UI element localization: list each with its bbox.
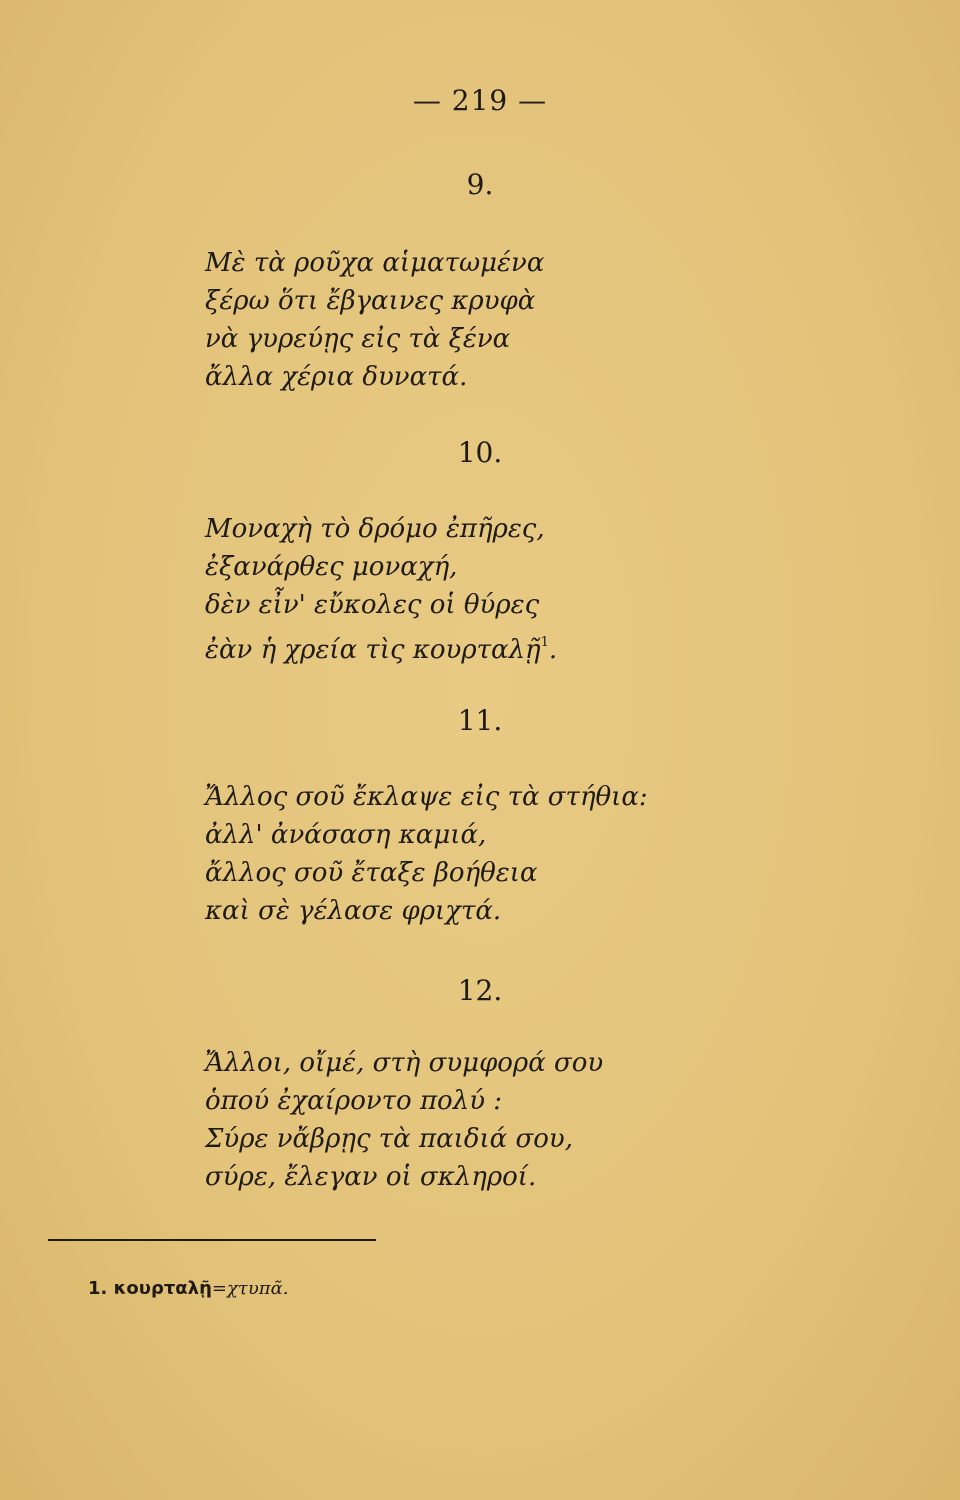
stanza-number-10: 10. [457, 436, 503, 469]
stanza-number-9: 9. [466, 168, 494, 201]
verse-line: σύρε, ἔλεγαν οἱ σκληροί. [205, 1162, 537, 1192]
footnote-rule [48, 1239, 376, 1241]
verse-line: νὰ γυρεύῃς εἰς τὰ ξένα [205, 324, 511, 354]
verse-line: Μὲ τὰ ροῦχα αἱματωμένα [205, 248, 545, 278]
verse-line: ξέρω ὅτι ἔβγαινες κρυφὰ [205, 286, 536, 316]
stanza-10 [205, 510, 558, 665]
page-number: — 219 — [412, 84, 548, 117]
verse-line: ἐξανάρθες μοναχή, [205, 552, 458, 582]
verse-line-with-footnote [205, 624, 558, 665]
verse-line: Ἄλλοι, οἴμέ, στὴ συμφορά σου [205, 1048, 604, 1078]
stanza-11 [205, 778, 648, 930]
stanza-12 [205, 1044, 603, 1196]
stanza-number-11: 11. [457, 704, 503, 737]
verse-line: ἄλλος σοῦ ἔταξε βοήθεια [205, 858, 538, 888]
verse-line-end: . [548, 635, 558, 665]
footnote-marker: 1 [540, 635, 549, 650]
stanza-9 [205, 244, 544, 396]
verse-line: ἄλλα χέρια δυνατά. [205, 362, 468, 392]
footnote [88, 1278, 289, 1299]
verse-line: Ἄλλος σοῦ ἔκλαψε εἰς τὰ στήθια: [205, 782, 648, 812]
verse-line: καὶ σὲ γέλασε φριχτά. [205, 896, 502, 926]
verse-line: δὲν εἶν' εὔκολες οἱ θύρες [205, 590, 540, 620]
verse-line: ἀλλ' ἀνάσαση καμιά, [205, 820, 487, 850]
stanza-number-12: 12. [457, 974, 503, 1007]
verse-line: Μοναχὴ τὸ δρόμο ἐπῆρες, [205, 514, 545, 544]
verse-line: ὁπού ἐχαίροντο πολύ : [205, 1086, 503, 1116]
verse-line: Σύρε νἄβρῃς τὰ παιδιά σου, [205, 1124, 573, 1154]
footnote-text: =χτυπᾶ. [211, 1278, 289, 1299]
footnote-label: 1. κουρταλῇ [88, 1278, 212, 1299]
verse-line-text: ἐὰν ἡ χρεία τὶς κουρταλῇ [205, 635, 541, 665]
